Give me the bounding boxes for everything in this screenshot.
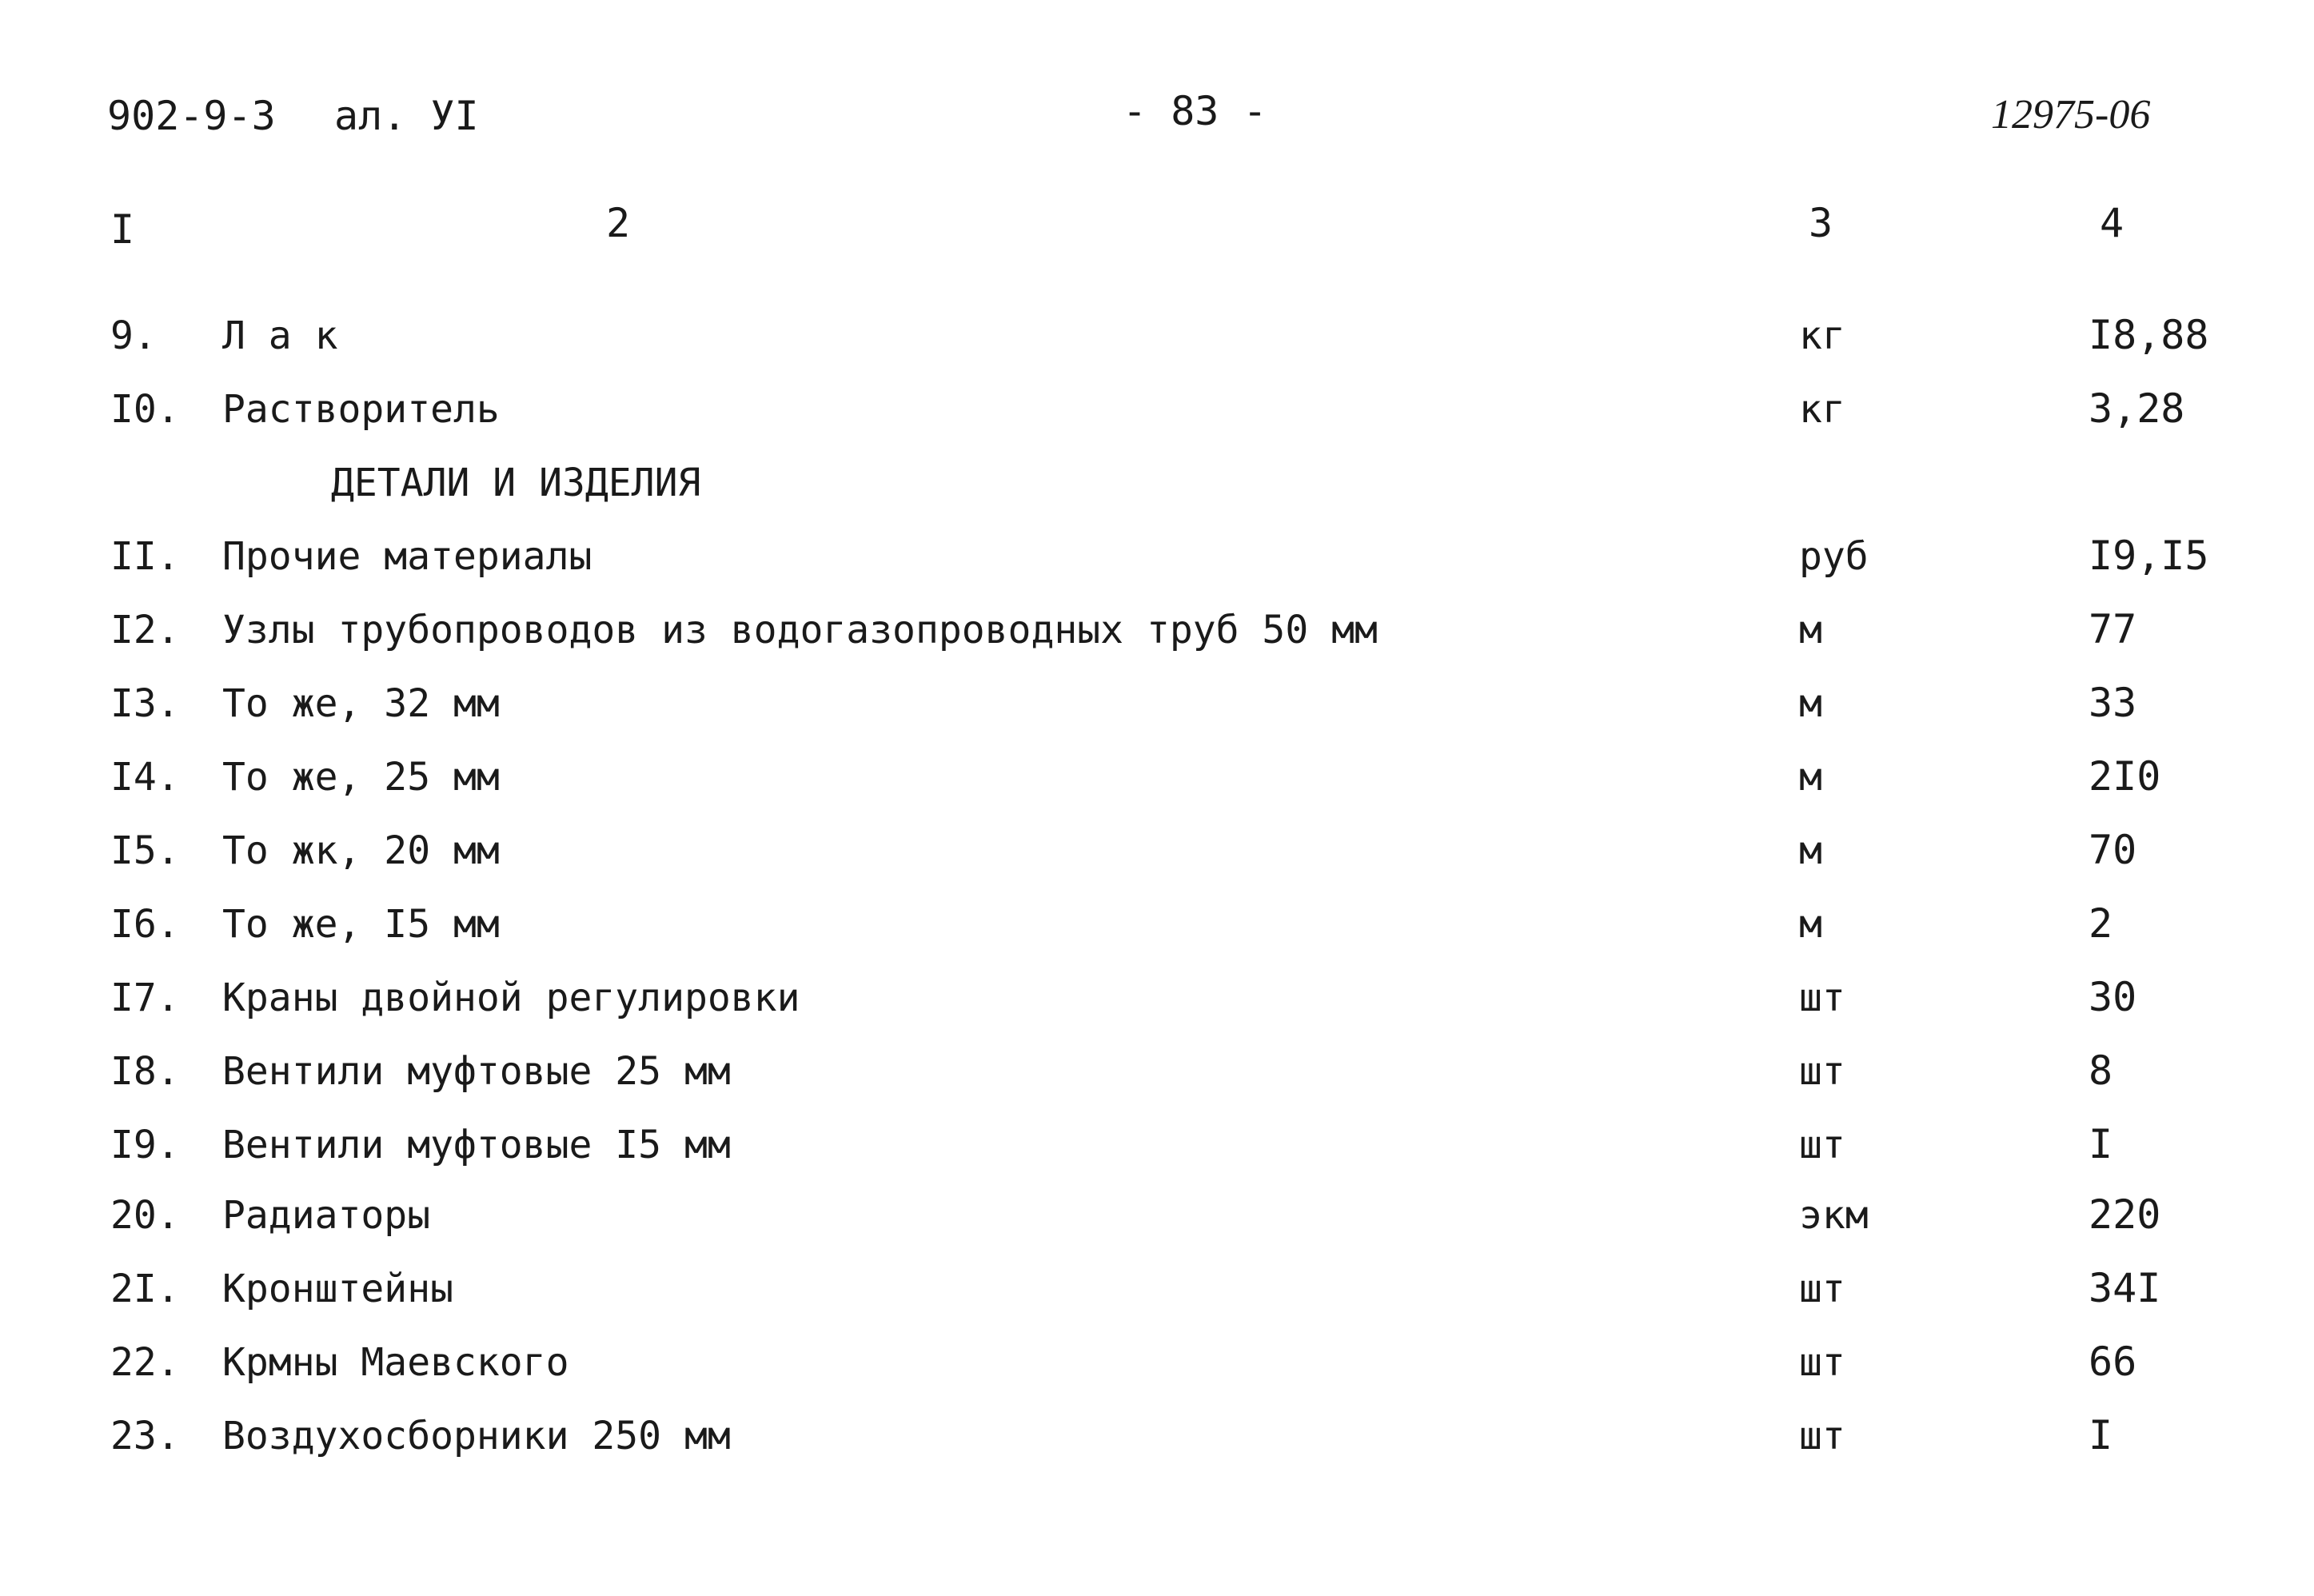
row-number: 22. bbox=[110, 1340, 180, 1385]
column-header-3: 3 bbox=[1809, 200, 1833, 246]
sheet-code: 12975-06 bbox=[1991, 92, 2151, 138]
row-number: 9. bbox=[110, 313, 157, 358]
row-quantity: I9,I5 bbox=[2089, 533, 2209, 579]
column-header-4: 4 bbox=[2100, 200, 2124, 246]
row-number: I4. bbox=[110, 755, 180, 800]
row-number: I3. bbox=[110, 681, 180, 726]
row-number: 23. bbox=[110, 1414, 180, 1458]
row-unit: экм bbox=[1799, 1193, 1869, 1238]
row-unit: шт bbox=[1799, 1414, 1845, 1458]
section-title: ДЕТАЛИ И ИЗДЕЛИЯ bbox=[331, 461, 701, 505]
column-header-1: I bbox=[110, 206, 135, 253]
row-name: Кронштейны bbox=[222, 1267, 453, 1311]
row-number: I8. bbox=[110, 1049, 180, 1094]
row-unit: руб bbox=[1799, 534, 1869, 579]
row-name: Воздухосборники 250 мм bbox=[222, 1414, 731, 1458]
row-name: Вентили муфтовые I5 мм bbox=[222, 1123, 731, 1167]
row-number: I7. bbox=[110, 976, 180, 1020]
row-name: То же, I5 мм bbox=[222, 902, 500, 947]
row-name: Краны двойной регулировки bbox=[222, 976, 800, 1020]
row-name: Радиаторы bbox=[222, 1193, 431, 1238]
row-unit: м bbox=[1799, 681, 1822, 726]
row-unit: м bbox=[1799, 608, 1822, 652]
row-unit: шт bbox=[1799, 1049, 1845, 1094]
row-quantity: 33 bbox=[2089, 680, 2137, 726]
row-unit: кг bbox=[1799, 387, 1845, 432]
row-name: Узлы трубопроводов из водогазопроводных труб 50 мм bbox=[222, 608, 1378, 652]
row-number: 2I. bbox=[110, 1267, 180, 1311]
row-quantity: 220 bbox=[2089, 1191, 2161, 1238]
row-number: I6. bbox=[110, 902, 180, 947]
row-unit: шт bbox=[1799, 976, 1845, 1020]
row-quantity: 77 bbox=[2089, 606, 2137, 652]
page-number: - 83 - bbox=[1123, 88, 1267, 134]
row-quantity: 8 bbox=[2089, 1047, 2113, 1094]
row-quantity: 66 bbox=[2089, 1339, 2137, 1385]
album-label: ал. УI bbox=[334, 93, 479, 139]
row-unit: м bbox=[1799, 902, 1822, 947]
row-quantity: I bbox=[2089, 1412, 2113, 1458]
row-quantity: I bbox=[2089, 1121, 2113, 1167]
row-name: Прочие материалы bbox=[222, 534, 592, 579]
row-name: То же, 25 мм bbox=[222, 755, 500, 800]
row-unit: м bbox=[1799, 755, 1822, 800]
row-number: 20. bbox=[110, 1193, 180, 1238]
row-quantity: 34I bbox=[2089, 1265, 2161, 1311]
row-quantity: 30 bbox=[2089, 974, 2137, 1020]
column-header-2: 2 bbox=[606, 200, 631, 246]
row-name: Растворитель bbox=[222, 387, 500, 432]
row-name: То жк, 20 мм bbox=[222, 828, 500, 873]
row-unit: кг bbox=[1799, 313, 1845, 358]
row-name: Крмны Маевского bbox=[222, 1340, 569, 1385]
row-unit: шт bbox=[1799, 1267, 1845, 1311]
row-quantity: 2 bbox=[2089, 900, 2113, 947]
row-unit: м bbox=[1799, 828, 1822, 873]
row-quantity: I8,88 bbox=[2089, 312, 2209, 358]
row-number: I2. bbox=[110, 608, 180, 652]
row-number: II. bbox=[110, 534, 180, 579]
row-unit: шт bbox=[1799, 1340, 1845, 1385]
row-number: I0. bbox=[110, 387, 180, 432]
row-number: I5. bbox=[110, 828, 180, 873]
row-name: Вентили муфтовые 25 мм bbox=[222, 1049, 731, 1094]
row-unit: шт bbox=[1799, 1123, 1845, 1167]
row-name: То же, 32 мм bbox=[222, 681, 500, 726]
row-name: Л а к bbox=[222, 313, 338, 358]
row-quantity: 3,28 bbox=[2089, 385, 2185, 432]
document-reference: 902-9-3 bbox=[107, 93, 276, 139]
row-number: I9. bbox=[110, 1123, 180, 1167]
row-quantity: 70 bbox=[2089, 827, 2137, 873]
row-quantity: 2I0 bbox=[2089, 753, 2161, 800]
